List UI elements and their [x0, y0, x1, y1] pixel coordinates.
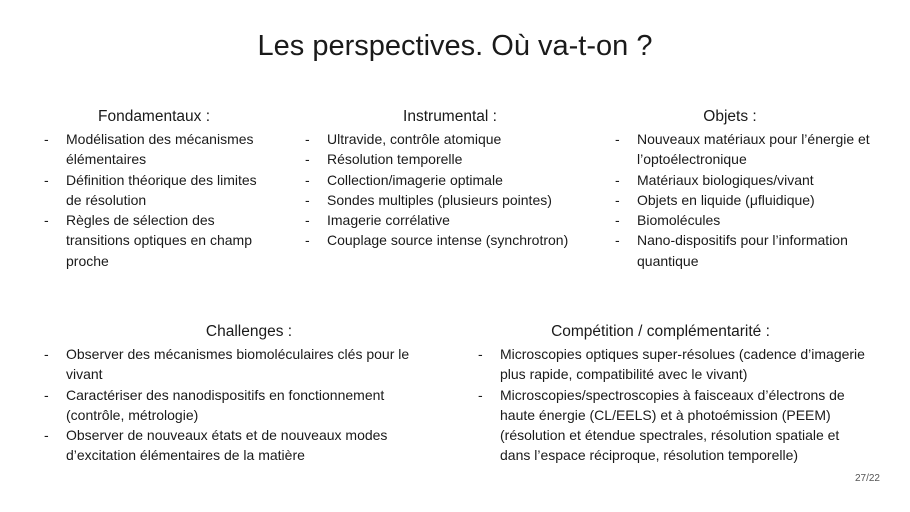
list-item: - Définition théorique des limites de résolution	[44, 170, 274, 211]
list-item: - Microscopies optiques super-résolues (cadence d’imagerie plus rapide, compatibilité avec le vivant)	[478, 344, 873, 385]
section-heading: Objets :	[703, 108, 757, 125]
section-objets	[615, 107, 875, 271]
list-item: - Imagerie corrélative	[305, 210, 595, 230]
section-heading: Fondamentaux :	[97, 108, 210, 125]
section-competition	[478, 322, 873, 466]
bullet-list	[44, 129, 274, 271]
list-item: - Caractériser des nanodispositifs en fonctionnement (contrôle, métrologie)	[44, 385, 444, 426]
list-item: - Sondes multiples (plusieurs pointes)	[305, 190, 595, 210]
section-heading: Instrumental :	[403, 108, 497, 125]
list-item: - Ultravide, contrôle atomique	[305, 129, 595, 149]
list-item: - Résolution temporelle	[305, 149, 595, 169]
list-item: - Nouveaux matériaux pour l’énergie et l’optoélectronique	[615, 129, 875, 170]
list-item: - Couplage source intense (synchrotron)	[305, 230, 595, 250]
bullet-list	[44, 344, 444, 466]
page-number: 27/22	[854, 473, 880, 484]
list-item: - Collection/imagerie optimale	[305, 170, 595, 190]
list-item: - Modélisation des mécanismes élémentaires	[44, 129, 274, 170]
list-item: - Observer de nouveaux états et de nouveaux modes d’excitation élémentaires de la matière	[44, 425, 444, 466]
list-item: - Règles de sélection des transitions optiques en champ proche	[44, 210, 274, 271]
bullet-list	[478, 344, 873, 466]
list-item: - Microscopies/spectroscopies à faisceaux d’électrons de haute énergie (CL/EELS) et à photoémission (PEEM) (résolution et étendue spectrales, résolution spatiale et dans l’espace réciproque, résolution temporelle)	[478, 385, 873, 466]
list-item: - Biomolécules	[615, 210, 875, 230]
slide-title: Les perspectives. Où va-t-on ?	[257, 30, 653, 62]
section-fondamentaux	[44, 107, 274, 271]
list-item: - Objets en liquide (μfluidique)	[615, 190, 875, 210]
section-heading: Challenges :	[205, 323, 293, 340]
list-item: - Observer des mécanismes biomoléculaires clés pour le vivant	[44, 344, 444, 385]
section-challenges	[44, 322, 444, 466]
section-heading: Compétition / complémentarité :	[551, 323, 770, 340]
section-instrumental	[305, 107, 595, 251]
list-item: - Matériaux biologiques/vivant	[615, 170, 875, 190]
bullet-list	[615, 129, 875, 271]
list-item: - Nano-dispositifs pour l’information quantique	[615, 230, 875, 271]
bullet-list	[305, 129, 595, 251]
